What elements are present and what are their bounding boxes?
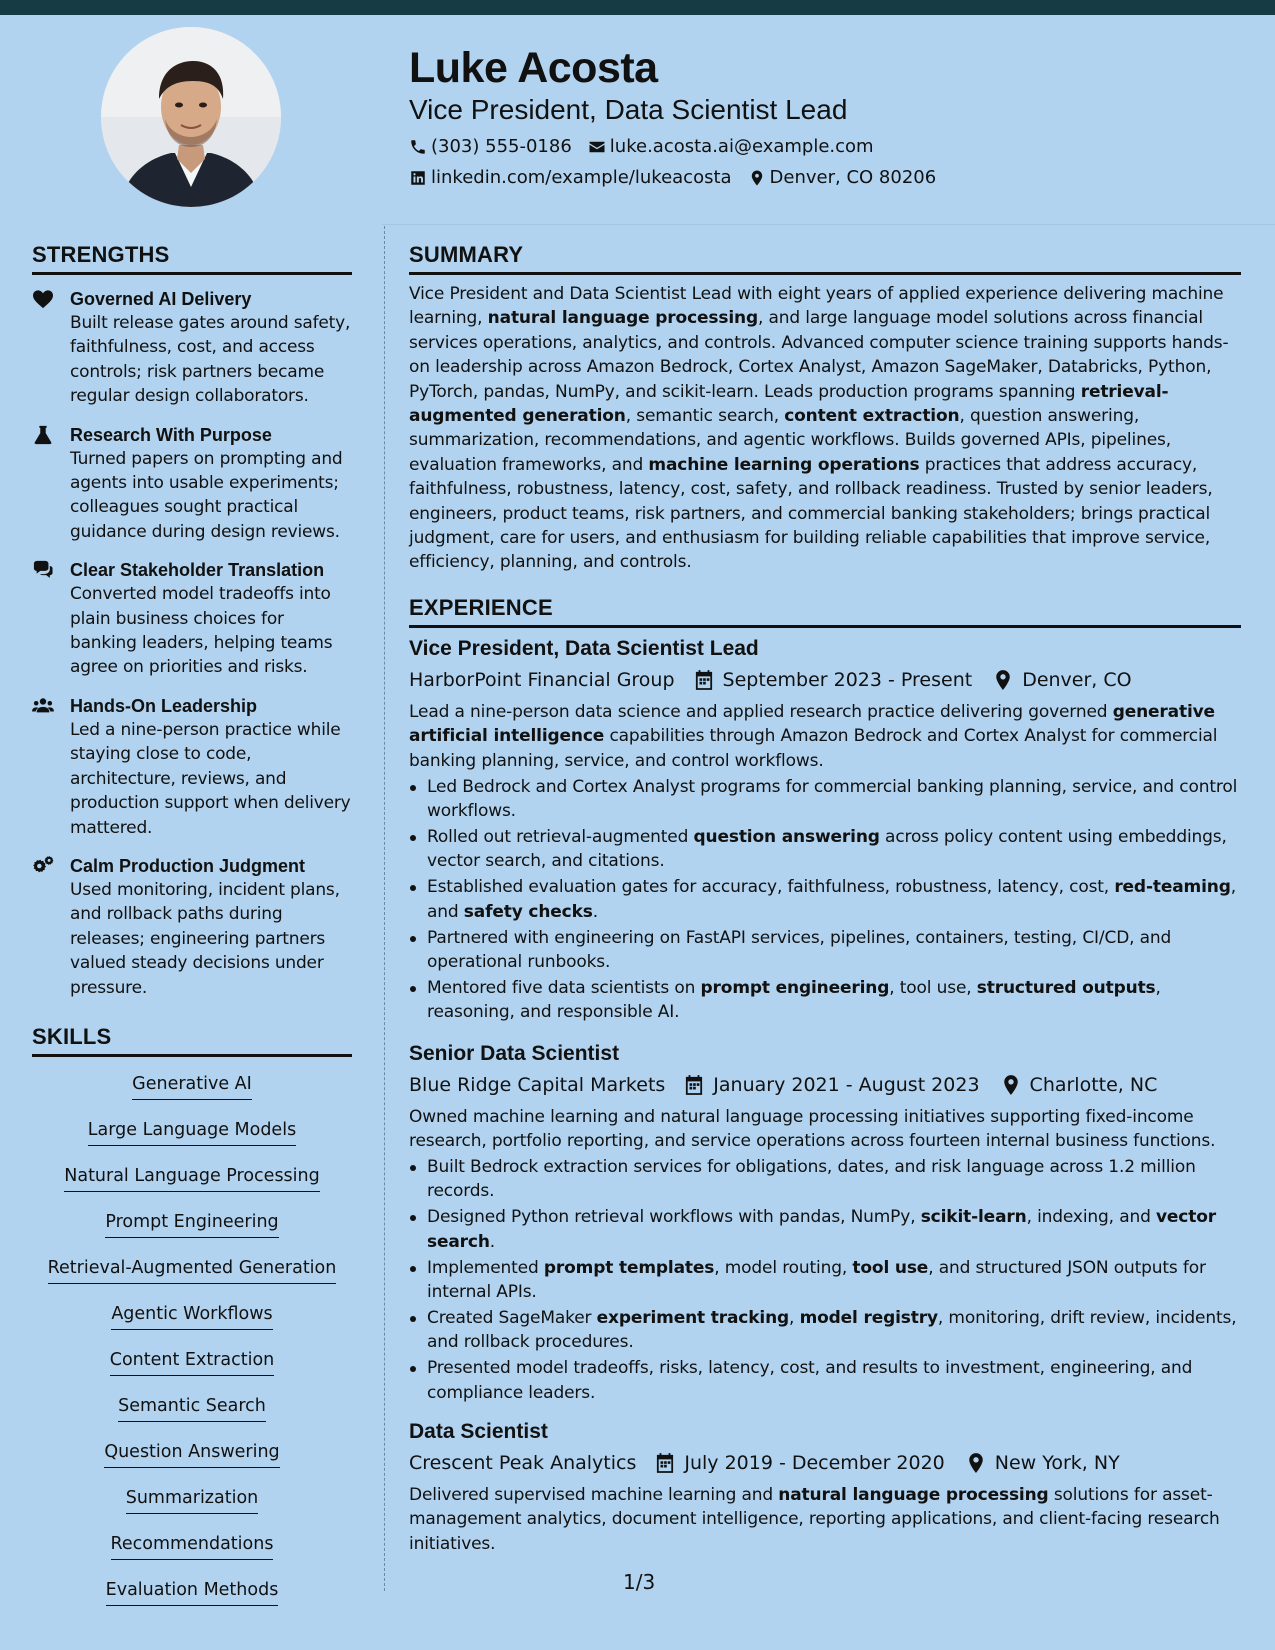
strength-body <box>70 694 352 840</box>
strength-body <box>70 854 352 1000</box>
job-bullet: Built Bedrock extraction services for obligations, dates, and risk language across 1.2 million records. <box>409 1155 1241 1204</box>
linkedin-url: linkedin.com/example/lukeacosta <box>431 167 732 188</box>
header <box>409 40 1229 190</box>
job-company: HarborPoint Financial Group <box>409 668 675 691</box>
skill-tag: Question Answering <box>104 1440 279 1468</box>
phone-number: (303) 555-0186 <box>431 136 572 157</box>
job-description: Owned machine learning and natural language processing initiatives supporting fixed-income research, portfolio reporting, and service operations across fourteen internal business functions. <box>409 1106 1216 1152</box>
job-bullet: Led Bedrock and Cortex Analyst programs for commercial banking planning, service, and control workflows. <box>409 775 1241 824</box>
header-divider <box>382 224 1275 225</box>
job-company: Blue Ridge Capital Markets <box>409 1073 666 1096</box>
skill-tag: Large Language Models <box>88 1118 296 1146</box>
job-meta <box>409 1448 1241 1478</box>
left-column <box>32 238 352 1619</box>
job-description: Lead a nine-person data science and applied research practice delivering governed generative artificial intelligence capabilities through Amazon Bedrock and Cortex Analyst for commercial banking planning, service, and control workflows. <box>409 701 1218 771</box>
skill-tag: Summarization <box>126 1486 259 1514</box>
job-entry <box>409 634 1241 1025</box>
experience-list <box>409 634 1241 1556</box>
strength-item <box>32 558 352 680</box>
job-bullet: Partnered with engineering on FastAPI services, pipelines, containers, testing, CI/CD, and operational runbooks. <box>409 926 1241 975</box>
job-bullet: Implemented prompt templates, model routing, tool use, and structured JSON outputs for internal APIs. <box>409 1256 1241 1305</box>
right-column <box>409 238 1241 1556</box>
strength-title: Calm Production Judgment <box>70 855 306 876</box>
job-bullet: Presented model tradeoffs, risks, latency, cost, and results to investment, engineering, and compliance leaders. <box>409 1356 1241 1405</box>
job-bullet: Established evaluation gates for accuracy, faithfulness, robustness, latency, cost, red-teaming, and safety checks. <box>409 875 1241 924</box>
job-bullet: Designed Python retrieval workflows with pandas, NumPy, scikit-learn, indexing, and vector search. <box>409 1205 1241 1254</box>
job-bullet: Rolled out retrieval-augmented question answering across policy content using embeddings, vector search, and citations. <box>409 825 1241 874</box>
job-location: Denver, CO <box>1022 668 1132 691</box>
job-entry <box>409 1417 1241 1556</box>
job-entry <box>409 1039 1241 1405</box>
chat-icon <box>32 558 56 680</box>
profile-photo <box>101 27 281 207</box>
strength-text: Converted model tradeoffs into plain business choices for banking leaders, helping teams agree on priorities and risks. <box>70 584 333 678</box>
gears-icon <box>32 854 56 1000</box>
phone-icon <box>409 138 427 156</box>
contact-row <box>409 135 1229 159</box>
skill-tag: Semantic Search <box>118 1394 266 1422</box>
summary-heading: SUMMARY <box>409 238 1241 275</box>
map-pin-icon <box>1002 1075 1020 1095</box>
job-dates: September 2023 - Present <box>722 668 973 691</box>
users-icon <box>32 694 56 840</box>
strength-text: Turned papers on prompting and agents into usable experiments; colleagues sought practical guidance during design reviews. <box>70 448 343 542</box>
linkedin-icon <box>409 169 427 187</box>
strength-text: Used monitoring, incident plans, and rollback paths during releases; engineering partners valued steady decisions under pressure. <box>70 879 340 998</box>
candidate-name: Luke Acosta <box>409 44 658 92</box>
map-pin-icon <box>967 1453 985 1473</box>
strength-text: Built release gates around safety, faithfulness, cost, and access controls; risk partners became regular design collaborators. <box>70 313 351 407</box>
flask-icon <box>32 423 56 545</box>
email-address: luke.acosta.ai@example.com <box>609 136 874 157</box>
job-location: New York, NY <box>994 1452 1120 1475</box>
job-bullet: Created SageMaker experiment tracking, model registry, monitoring, drift review, incidents, and rollback procedures. <box>409 1306 1241 1355</box>
job-title: Vice President, Data Scientist Lead <box>409 636 759 660</box>
candidate-title: Vice President, Data Scientist Lead <box>409 94 848 125</box>
job-meta <box>409 1070 1241 1100</box>
skills-heading: SKILLS <box>32 1020 352 1057</box>
location-text: Denver, CO 80206 <box>769 167 937 188</box>
strength-title: Governed AI Delivery <box>70 289 252 309</box>
column-divider <box>384 226 385 1591</box>
job-title: Senior Data Scientist <box>409 1041 620 1065</box>
skills-list <box>32 1067 352 1619</box>
job-dates: January 2021 - August 2023 <box>713 1073 980 1096</box>
job-bullet: Mentored five data scientists on prompt engineering, tool use, structured outputs, reasoning, and responsible AI. <box>409 976 1241 1025</box>
calendar-icon <box>685 1075 703 1095</box>
strengths-heading: STRENGTHS <box>32 238 352 275</box>
strength-title: Hands-On Leadership <box>70 695 258 716</box>
contact-row-2 <box>409 166 1229 190</box>
strengths-list <box>32 287 352 1000</box>
summary-text: Vice President and Data Scientist Lead with eight years of applied experience delivering machine learning, natural language processing, and large language model solutions across financial services operations, analytics, and controls. Advanced computer science training supports hands-on leadership across Amazon Bedrock, Cortex Analyst, Amazon SageMaker, Databricks, Python, PyTorch, pandas, NumPy, and scikit-learn. Leads production programs spanning retrieval-augmented generation, semantic search, content extraction, question answering, summarization, recommendations, and agentic workflows. Builds governed APIs, pipelines, evaluation frameworks, and machine learning operations practices that address accuracy, faithfulness, robustness, latency, cost, safety, and rollback readiness. Trusted by senior leaders, engineers, product teams, risk partners, and commercial banking stakeholders; brings practical judgment, care for users, and enthusiasm for building reliable capabilities that improve service, efficiency, planning, and controls. <box>409 284 1229 573</box>
skill-tag: Natural Language Processing <box>64 1164 320 1192</box>
envelope-icon <box>588 138 606 156</box>
email-contact[interactable] <box>588 135 874 159</box>
skill-tag: Prompt Engineering <box>105 1210 278 1238</box>
top-bar <box>0 0 1275 15</box>
strength-item <box>32 287 352 409</box>
calendar-icon <box>695 670 713 690</box>
strength-title: Clear Stakeholder Translation <box>70 560 325 581</box>
job-description: Delivered supervised machine learning and natural language processing solutions for asset-management analytics, document intelligence, reporting applications, and client-facing research initiatives. <box>409 1485 1220 1554</box>
skill-tag: Generative AI <box>132 1072 252 1100</box>
job-bullets <box>409 1155 1241 1405</box>
skill-tag: Content Extraction <box>110 1348 275 1376</box>
experience-heading: EXPERIENCE <box>409 591 1241 628</box>
strength-item <box>32 694 352 840</box>
job-title: Data Scientist <box>409 1420 548 1444</box>
location-contact <box>748 166 937 190</box>
strength-body <box>70 558 352 680</box>
strength-item <box>32 423 352 545</box>
strength-body <box>70 423 352 545</box>
skill-tag: Retrieval-Augmented Generation <box>48 1256 337 1284</box>
heart-icon <box>32 287 56 409</box>
phone-contact[interactable] <box>409 135 572 159</box>
strength-title: Research With Purpose <box>70 424 272 445</box>
skill-tag: Recommendations <box>111 1532 274 1560</box>
map-pin-icon <box>994 670 1012 690</box>
strength-item <box>32 854 352 1000</box>
skill-tag: Agentic Workflows <box>111 1302 272 1330</box>
calendar-icon <box>656 1453 674 1473</box>
strength-text: Led a nine-person practice while staying close to code, architecture, reviews, and production support when delivery mattered. <box>70 719 351 838</box>
linkedin-contact[interactable] <box>409 166 732 190</box>
job-bullets <box>409 775 1241 1025</box>
map-pin-icon <box>748 169 766 187</box>
job-company: Crescent Peak Analytics <box>409 1452 637 1475</box>
job-dates: July 2019 - December 2020 <box>684 1452 945 1475</box>
strength-body <box>70 287 352 409</box>
job-meta <box>409 665 1241 695</box>
job-location: Charlotte, NC <box>1029 1073 1158 1096</box>
skill-tag: Evaluation Methods <box>106 1578 279 1606</box>
page-number: 1/3 <box>623 1570 656 1594</box>
